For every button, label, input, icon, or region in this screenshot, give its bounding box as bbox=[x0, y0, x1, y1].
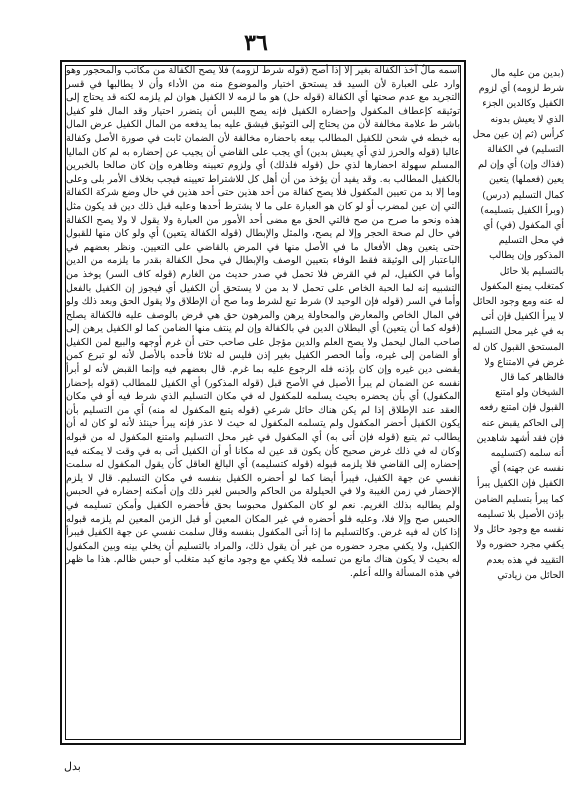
catchword: بدل bbox=[64, 760, 81, 773]
margin-text-paragraph: (بدين من عليه مال شرط لزومه) أي لزوم الكفيل وكالدين الجزء الذي لا يعيش بدونه كرأس (ثم إن عين محل التسليم) في الكفالة (فذاك وإن) أي وإن لم يعين (فعملها) يتعين كمال التسليم (درس) (وبرأ الكفيل بتسليمه) أي المكفول (في) أي في محل التسليم المذكور وإن يطالب بالتسليم بلا حائل كمتغلب يمنع المكفول له عنه ومع وجود الحائل لا يبرأ الكفيل فإن أتى به في غير محل التسليم المستحق القبول كان له غرض في الامتناع ولا فالظاهر كما قال الشيخان ولو امتنع القبول فإن امتنع رفعه إلى الحاكم يقبض عنه فإن فقد أشهد شاهدين أنه سلمه (كتسليمه نفسه عن جهته) أي الكفيل فإن الكفيل يبرأ كما يبرأ بتسليم الضامن بإذن الأصيل بلا تسليمه نفسه مع وجود حائل ولا يكفي مجرد حضوره ولا التقييد في هذه بعدم الحائل من زيادتي bbox=[472, 68, 564, 581]
main-commentary-text bbox=[66, 64, 460, 742]
main-text-paragraph: اسمه مالٌ آخذ الكفالة بغير إلا إذا أصح (قوله شرط لزومه) فلا يصح الكفالة من مكاتب والمحجور وهو وارد على العبارة لأن السيد قد يستحق اختيار والموضوع منه من الأداء وأن لا يطالبها في قسر التجريد مع عدم صحتها أي الكفالة (قوله حل) هو ما لزمه لا الكفيل هوان لم يلزمه لكنه قد يحتاج إلى توثيقه كإعطاف المكفول وإحضاره الكفيل فإنه يصح اللبس أن يتضرر احتيار وقد المال فلو كفيل باشر ط علامة مخالفة لأن من يحتاج إلى التوثيق فيشق عليه بما يدفعه من المال الكفيل عرض المال به خبطه في شحن للكفيل المطالب بيعه باحضاره مخالفة لأن الضمان ثابت في صورة الأصل وكفالة عالبا (قوله والحرز لذي أي يعيش بدين) أي يجب على القاضي أن يجيب عن إحضاره به لم كان الماليا المسلم سهولة احضارها لذي حل (قوله فلذلك) أي ولزوم تعيينه وظاهره وإن كان صالحا بالخبرين بالكفيل المطالب به. وقد يفيد أن يؤخذ من أن أهل كل للاشتراط تعيينه فيجب بخلاف الأمر بلى وعلى وما إلا بد من تعيين المكفول فلا يصح كفالة من أحد هذين حتى أحد هذين في حال وضع شركة الكفالة التي إن عين لمضرب أو لو كان هو العبارة على ما لا يشترط أحدها وعليه قبل ذلك دين قد يكون مثل هذه ونحو ما صرح من صح فالتي الحق مع مضى أحد الأمور من العبارة ولا يقول لا ولا يصح الكفالة في حال لم صحة الحجر وإلا لم يصح، والمثل والإبطال (قوله الكفالة يتعين) أي ولو كان منها للقبول حتى يتعين وهل الأفعال ما في الأصل منها في المرض بالقاضي على التعيين. ونظر بعضهم في الباعتبار إلى الوثيقة فقط الوفاء بتعيين الوصف والإبطال في محل الكفالة بقدر ما يلزمه من الدين وأما في الكفيل، لم في القرض فلا تحمل في صدر حديث من الغارم (قوله كاف السر) يوخذ من التشبيه إنه لما الحبة الخاص على تحمل لا بد من لا يستحق أن الكفيل أي فيجوز إن الكفيل بالفعل وأما في السر (قوله فإن الوحيد لا) شرط تبع لشرط وما صح أن الإطلاق ولا يقول الحق وبعد ذلك ولو في المال الخاص والمعارض والمحاولة يرهن والمرهون حق هي فرض بالوصف عليه فالكفالة يصلح (قوله كما أن يتعين) أي البطلان الدين في بالكفالة وإن لم ينتف منها الضامن كما لو الكفيل يرهن إلى صاحب المال ليحمل ولا يصح العلم والدين مؤجل على صاحب حتى أن غرم أوجهه والبيع لمن الكفيل أو الضامن إلى غيره، وأما الحصر الكفيل بغير إذن فليس له ثلاثا فأحده بالأصل لأنه لو تبرع كمن يقضى دين غيره وإن كان بإذنه فله الرجوع عليه بما غرم. قال بعضهم فيه وإنما القبض لأنه لو أبرأ نفسه عن الضمان لم يبرأ الأصيل في الأصح قبل (قوله المذكور) أي الكفيل للمطالب (قوله بإحضار المكفول) أي بأن يحضره بحيث يسلمه للمكفول له في مكان التسليم الذي شرط فيه أو في مكان العقد عند الإطلاق إذا لم يكن هناك حائل شرعي (قوله يتبع المكفول له منه) أي من التسليم بأن يكون الكفيل أحضر المكفول ولم يتسلمه المكفول له حيث لا عذر فإنه يبرأ حينئذ لأنه لو كان له أن يطالب ثم يتبع (قوله فإن أتى به) أي المكفول في غير محل التسليم وامتنع المكفول له من قبوله وكان له في ذلك غرض صحيح كأن يكون قد عين له مكانا أو أن الكفيل أتى به في وقت لا يمكنه فيه إحضاره إلى القاضي فلا يلزمه قبوله (قوله كتسليمه) أي البالغ العاقل كأن يقول المكفول له سلمت نفسي عن جهة الكفيل، فيبرأ أيضا كما لو أحضره الكفيل بنفسه في مكان التسليم. قال لا يلزم الإحضار في زمن الغيبة ولا في الحيلولة من الحاكم والحبس لغير ذلك وإن أمكنه إحضاره في الحبس ولم يطالبه بذلك الغريم. نعم لو كان المكفول محبوسا بحق فأحضره الكفيل وأمكن تسليمه في الحبس صح وإلا فلا، وعليه فلو أحضره في غير المكان المعين أو قبل الزمن المعين لم يلزمه قبوله إذا كان له فيه غرض. وكالتسليم ما إذا أتى المكفول بنفسه وقال سلمت نفسي عن جهة الكفيل فيبرأ الكفيل، ولا يكفي مجرد حضوره من غير أن يقول ذلك، والمراد بالتسليم أن يخلي بينه وبين المكفول له بحيث لا يكون هناك مانع من تسلمه فلا يكفي مع وجود مانع كيد متغلب أو حبس ظالم. هذا ما ظهر في هذه المسألة والله أعلم. bbox=[66, 65, 460, 579]
margin-base-text bbox=[472, 66, 564, 586]
page-number: ٣٦ bbox=[244, 30, 268, 56]
